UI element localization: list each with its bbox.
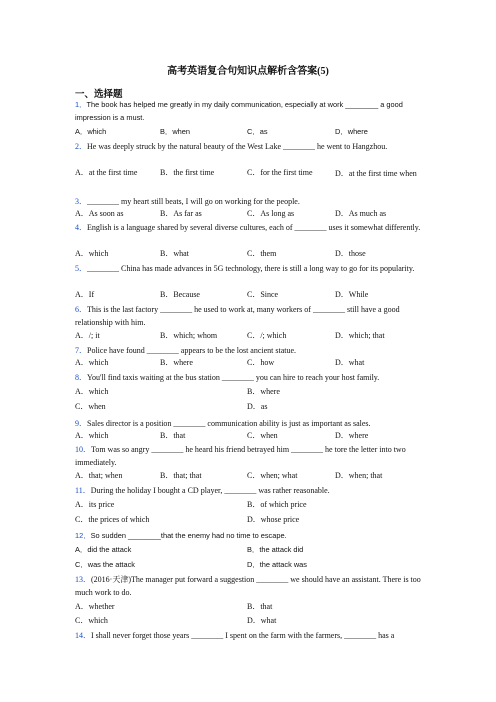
options-1 [75, 126, 427, 139]
question-number: 6． [75, 305, 87, 314]
question-text: English is a language shared by several diverse cultures, each of ________ uses it somewhat differently. [87, 223, 421, 232]
question-number: 13． [75, 575, 91, 584]
option-d[interactable]: D．as [247, 402, 268, 411]
question-text: I shall never forget those years ________ I spent on the farm with the farmers, ________ has a [91, 631, 395, 640]
options-2 [75, 167, 427, 180]
option-b[interactable]: B．the attack did [247, 545, 304, 554]
question-4 [75, 221, 427, 234]
question-number: 2． [75, 142, 87, 151]
question-number: 10． [75, 445, 91, 454]
question-text: ________ China has made advances in 5G technology, there is still a long way to go for its popularity. [87, 264, 415, 273]
option-d[interactable]: D．where [335, 431, 369, 440]
option-b[interactable]: B．of which price [247, 500, 307, 509]
question-1 [75, 98, 427, 124]
question-14 [75, 629, 427, 642]
question-text: The book has helped me greatly in my daily communication, especially at work ________ a good impression is a must. [75, 100, 403, 122]
options-3 [75, 208, 427, 221]
option-d[interactable]: D．While [335, 290, 369, 299]
question-text: (2016·天津)The manager put forward a suggestion ________ we should have an assistant. There is too much work to do. [75, 575, 421, 597]
question-2 [75, 140, 427, 153]
options-6 [75, 330, 427, 343]
question-text: So sudden ________that the enemy had no time to escape. [90, 531, 287, 540]
question-10 [75, 443, 427, 469]
question-11 [75, 484, 427, 497]
options-13b [75, 615, 427, 628]
option-d[interactable]: D．when; that [335, 471, 383, 480]
question-5 [75, 262, 427, 275]
options-11a [75, 499, 427, 512]
option-c[interactable]: C．when [75, 402, 106, 411]
option-b[interactable]: B．that [247, 602, 273, 611]
option-a[interactable]: A．its price [75, 500, 115, 509]
option-b[interactable]: B．what [160, 249, 189, 258]
options-12a [75, 544, 427, 557]
option-a[interactable]: A．which [75, 358, 109, 367]
option-a[interactable]: A．which [75, 127, 107, 136]
option-d[interactable]: D．what [335, 358, 365, 367]
option-a[interactable]: A．did the attack [75, 545, 132, 554]
question-number: 14． [75, 631, 91, 640]
option-c[interactable]: C．how [247, 358, 275, 367]
option-b[interactable]: B．Because [160, 290, 200, 299]
options-8a [75, 386, 427, 399]
option-b[interactable]: B．that [160, 431, 186, 440]
options-7 [75, 357, 427, 370]
option-c[interactable]: C．for the first time [247, 168, 313, 177]
options-12b [75, 559, 427, 572]
options-11b [75, 514, 427, 527]
option-c[interactable]: C．when; what [247, 471, 298, 480]
option-c[interactable]: C．them [247, 249, 277, 258]
question-number: 9． [75, 419, 87, 428]
option-b[interactable]: B．which; whom [160, 331, 218, 340]
question-3 [75, 195, 427, 208]
option-c[interactable]: C．As long as [247, 209, 295, 218]
option-b[interactable]: B．when [160, 127, 190, 136]
question-6 [75, 303, 427, 329]
option-a[interactable]: A．at the first time [75, 168, 138, 177]
option-a[interactable]: A．which [75, 387, 109, 396]
option-a[interactable]: A．If [75, 290, 95, 299]
option-d[interactable]: D．the attack was [247, 560, 307, 569]
page-title: 高考英语复合句知识点解析含答案(5) [167, 66, 329, 77]
option-a[interactable]: A．which [75, 249, 109, 258]
section-heading: 一、选择题 [75, 90, 123, 100]
question-text: Police have found ________ appears to be the lost ancient statue. [87, 346, 297, 355]
option-b[interactable]: B．that; that [160, 471, 202, 480]
question-text: He was deeply struck by the natural beauty of the West Lake ________ he went to Hangzhou. [87, 142, 388, 151]
question-number: 11． [75, 486, 91, 495]
options-9 [75, 430, 427, 443]
option-d[interactable]: D．which; that [335, 331, 385, 340]
question-text: During the holiday I bought a CD player, ________ was rather reasonable. [90, 486, 330, 495]
question-text: This is the last factory ________ he used to work at, many workers of ________ still have a good relationship with him. [75, 305, 400, 327]
option-c[interactable]: C．the prices of which [75, 515, 150, 524]
question-number: 12． [75, 531, 91, 540]
question-number: 8． [75, 373, 87, 382]
options-8b [75, 401, 427, 414]
option-b[interactable]: B．where [247, 387, 280, 396]
question-9 [75, 417, 427, 430]
question-8 [75, 371, 427, 384]
option-d[interactable]: D．whose price [247, 515, 300, 524]
question-13 [75, 573, 427, 599]
question-7 [75, 344, 427, 357]
question-number: 1． [75, 100, 87, 109]
options-13a [75, 601, 427, 614]
option-d[interactable]: D．those [335, 249, 366, 258]
option-a[interactable]: A．As soon as [75, 209, 124, 218]
option-a[interactable]: A．that; when [75, 471, 123, 480]
option-c[interactable]: C．/; which [247, 331, 287, 340]
question-number: 7． [75, 346, 87, 355]
option-c[interactable]: C．was the attack [75, 560, 135, 569]
option-c[interactable]: C．which [75, 616, 108, 625]
option-a[interactable]: A．whether [75, 602, 115, 611]
option-d[interactable]: D．where [335, 127, 368, 136]
question-number: 5． [75, 264, 87, 273]
option-c[interactable]: C．Since [247, 290, 279, 299]
option-a[interactable]: A．which [75, 431, 109, 440]
option-d[interactable]: D．what [247, 616, 277, 625]
question-text: You'll find taxis waiting at the bus station ________ you can hire to reach your host family. [87, 373, 380, 382]
option-d[interactable]: D．at the first time when [335, 169, 417, 178]
option-c[interactable]: C．when [247, 431, 278, 440]
options-10 [75, 470, 427, 483]
option-a[interactable]: A．/; it [75, 331, 100, 340]
option-b[interactable]: B．where [160, 358, 193, 367]
question-text: ________ my heart still beats, I will go on working for the people. [87, 197, 300, 206]
question-text: Sales director is a position ________ communication ability is just as important as sales. [87, 419, 371, 428]
question-number: 3． [75, 197, 87, 206]
option-b[interactable]: B．the first time [160, 168, 215, 177]
option-c[interactable]: C．as [247, 127, 268, 136]
question-number: 4． [75, 223, 87, 232]
option-d[interactable]: D．As much as [335, 209, 387, 218]
options-4 [75, 248, 427, 261]
question-12 [75, 529, 427, 542]
option-b[interactable]: B．As far as [160, 209, 202, 218]
options-5 [75, 289, 427, 302]
question-text: Tom was so angry ________ he heard his friend betrayed him ________ he tore the letter into two immediately. [75, 445, 406, 467]
